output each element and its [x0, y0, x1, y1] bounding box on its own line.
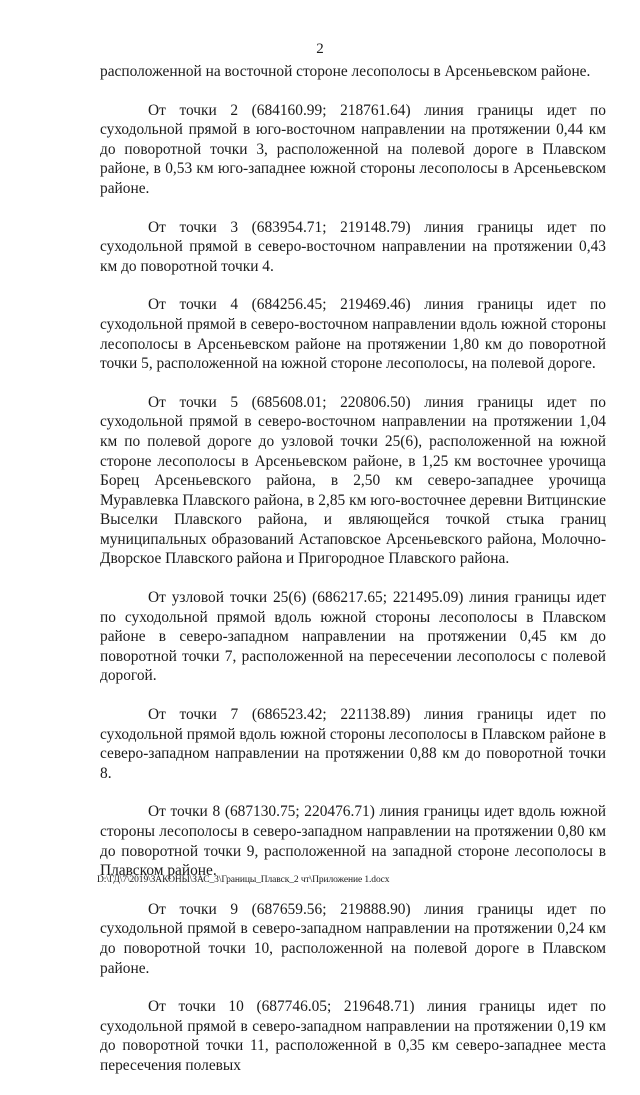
page-number: 2: [316, 41, 324, 57]
paragraph: От точки 10 (687746.05; 219648.71) линия границы идет по суходольной прямой в северо-западном направлении на протяжении 0,19 км до поворотной точки 11, расположенной в 0,35 км северо-западнее места пересечения полевых: [100, 998, 606, 1074]
paragraph: От точки 3 (683954.71; 219148.79) линия границы идет по суходольной прямой в северо-восточном направлении на протяжении 0,43 км до поворотной точки 4.: [100, 218, 606, 275]
footer-file-path: D:\ГД\7\2019\ЗАКОНЫ\ЗАС_3\Границы_Плавск_2 чт\Приложение 1.docx: [97, 875, 390, 885]
paragraph: От точки 2 (684160.99; 218761.64) линия границы идет по суходольной прямой в юго-восточном направлении на протяжении 0,44 км до поворотной точки 3, расположенной на полевой дороге в Плавском районе, в 0,53 км юго-западнее южной стороны лесополосы в Арсеньевском районе.: [100, 101, 606, 197]
document-body: [100, 62, 606, 1095]
paragraph: От точки 8 (687130.75; 220476.71) линия границы идет вдоль южной стороны лесополосы в северо-западном направлении на протяжении 0,80 км до поворотной точки 9, расположенной на западной стороне лесополосы в Плавском районе.: [100, 803, 606, 880]
paragraph: От узловой точки 25(6) (686217.65; 221495.09) линия границы идет по суходольной прямой вдоль южной стороны лесополосы в Плавском районе в северо-западном направлении на протяжении 0,45 км до поворотной точки 7, расположенной на пересечении лесополосы с полевой дорогой.: [100, 589, 606, 685]
paragraph: расположенной на восточной стороне лесополосы в Арсеньевском районе.: [100, 63, 591, 80]
paragraph: От точки 4 (684256.45; 219469.46) линия границы идет по суходольной прямой в северо-восточном направлении вдоль южной стороны лесополосы в Арсеньевском районе на протяжении 1,80 км до поворотной точки 5, расположенной на южной стороне лесополосы, на полевой дороге.: [100, 296, 606, 373]
paragraph: От точки 7 (686523.42; 221138.89) линия границы идет по суходольной прямой вдоль южной стороны лесополосы в Плавском районе в северо-западном направлении на протяжении 0,88 км до поворотной точки 8.: [100, 706, 606, 782]
paragraph: От точки 9 (687659.56; 219888.90) линия границы идет по суходольной прямой в северо-западном направлении на протяжении 0,24 км до поворотной точки 10, расположенной на полевой дороге в Плавском районе.: [100, 900, 606, 977]
paragraph: От точки 5 (685608.01; 220806.50) линия границы идет по суходольной прямой в северо-восточном направлении на протяжении 1,04 км по полевой дороге до узловой точки 25(6), расположенной на южной стороне лесополосы в Арсеньевском районе, в 1,25 км восточнее урочища Борец Арсеньевского района, в 2,50 км северо-западнее урочища Муравлевка Плавского района, в 2,85 км юго-восточнее деревни Витцинские Выселки Плавского района, и являющейся точкой стыка границ муниципальных образований Астаповское Арсеньевского района, Молочно-Дворское Плавского района и Пригородное Плавского района.: [100, 393, 606, 568]
